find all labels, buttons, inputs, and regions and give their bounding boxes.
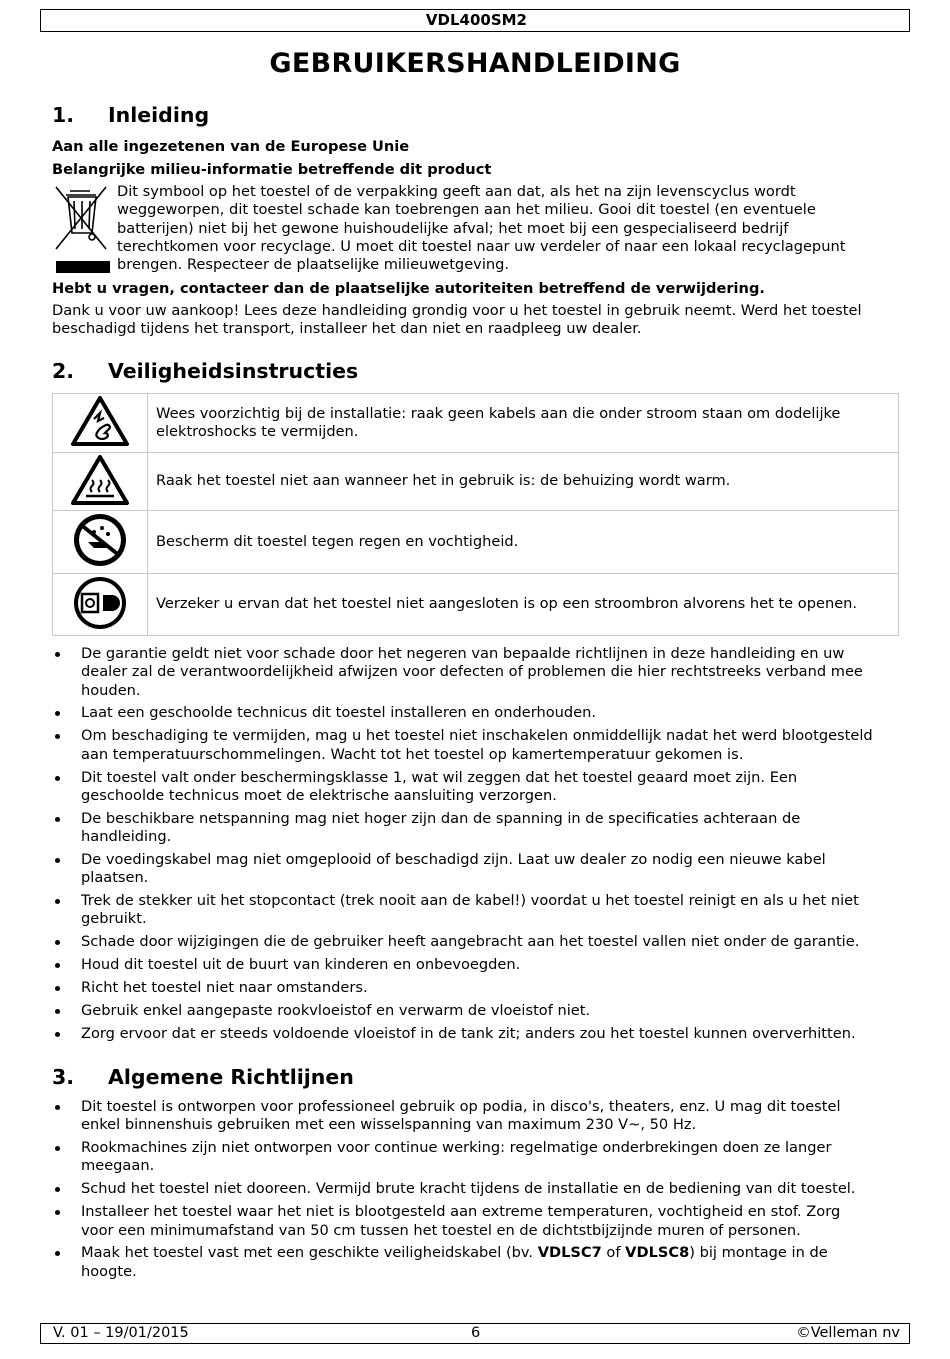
list-item: Gebruik enkel aangepaste rookvloeistof en verwarm de vloeistof niet. [52, 1002, 902, 1020]
list-item: Dit toestel valt onder beschermingsklasse 1, wat wil zeggen dat het toestel geaard moet zijn. Een geschoolde technicus moet de elektrische aansluiting verzorgen. [52, 769, 902, 806]
page-footer [40, 1323, 910, 1344]
list-item: Maak het toestel vast met een geschikte veiligheidskabel (bv. VDLSC7 of VDLSC8) bij montage in de hoogte. [52, 1244, 902, 1281]
electric-shock-warning-icon [70, 434, 130, 451]
document-title: GEBRUIKERSHANDLEIDING [269, 48, 681, 79]
hot-surface-warning-icon [70, 493, 130, 510]
list-item: Trek de stekker uit het stopcontact (trek nooit aan de kabel!) voordat u het toestel reinigt en als u het niet gebruikt. [52, 892, 902, 929]
safety-row: Bescherm dit toestel tegen regen en vochtigheid. [53, 511, 899, 574]
protect-from-rain-icon [72, 555, 128, 572]
weee-text: Dit symbool op het toestel of de verpakking geeft aan dat, als het na zijn levenscyclus wordt weggeworpen, dit toestel schade kan toebrengen aan het milieu. Gooi dit toestel (en eventuele batterijen) niet bij het gewone huishoudelijke afval; het moet bij een gespecialiseerd bedrijf terechtkomen voor recyclage. U moet dit toestel naar uw verdeler of naar een lokaal recyclagepunt brengen. Respecteer de plaatselijke milieuwetgeving. [117, 183, 846, 274]
section-2-heading: 2. Veiligheidsinstructies [52, 359, 359, 383]
thanks-paragraph: Dank u voor uw aankoop! Lees deze handleiding grondig voor u het toestel in gebruik neemt. Werd het toestel beschadigd tijdens het transport, installeer het dan niet en raadpleeg uw dealer. [52, 302, 862, 338]
list-item: De beschikbare netspanning mag niet hoger zijn dan de spanning in de specificaties achteraan de handleiding. [52, 810, 902, 847]
copyright: ©Velleman nv [796, 1325, 900, 1341]
safety-table [52, 393, 899, 636]
list-item: De garantie geldt niet voor schade door het negeren van bepaalde richtlijnen in deze handleiding en uw dealer zal de verantwoordelijkheid afwijzen voor defecten of problemen die hier rechtstreeks verband mee houden. [52, 645, 902, 700]
guidelines-bullets [52, 1098, 902, 1286]
list-item: Om beschadiging te vermijden, mag u het toestel niet inschakelen onmiddellijk nadat het werd blootgesteld aan temperatuurschommelingen. Wacht tot het toestel op kamertemperatuur gekomen is. [52, 727, 902, 764]
safety-bullets [52, 645, 902, 1048]
section-3-heading: 3. Algemene Richtlijnen [52, 1065, 354, 1089]
list-item: Richt het toestel niet naar omstanders. [52, 979, 902, 997]
list-item: Dit toestel is ontworpen voor professioneel gebruik op podia, in disco's, theaters, enz. U mag dit toestel enkel binnenshuis gebruiken met een wisselspanning van maximum 230 V~, 50 Hz. [52, 1098, 902, 1135]
list-item: Installeer het toestel waar het niet is blootgesteld aan extreme temperaturen, vochtigheid en stof. Zorg voor een minimumafstand van 50 cm tussen het toestel en de dichtstbijzijnde muren of personen. [52, 1203, 902, 1240]
disconnect-mains-icon [72, 618, 128, 635]
version-date: V. 01 – 19/01/2015 [53, 1325, 189, 1341]
list-item: Houd dit toestel uit de buurt van kinderen en onbevoegden. [52, 956, 902, 974]
safety-row: Verzeker u ervan dat het toestel niet aangesloten is op een stroombron alvorens het te openen. [53, 574, 899, 636]
questions-text: Hebt u vragen, contacteer dan de plaatselijke autoriteiten betreffend de verwijdering. [52, 280, 765, 297]
safety-row: Wees voorzichtig bij de installatie: raak geen kabels aan die onder stroom staan om dodelijke elektroshocks te vermijden. [53, 394, 899, 453]
env-heading: Belangrijke milieu-informatie betreffende dit product [52, 161, 492, 178]
list-item: Schade door wijzigingen die de gebruiker heeft aangebracht aan het toestel vallen niet onder de garantie. [52, 933, 902, 951]
list-item: Rookmachines zijn niet ontworpen voor continue werking: regelmatige onderbrekingen doen ze langer meegaan. [52, 1139, 902, 1176]
safety-row: Raak het toestel niet aan wanneer het in gebruik is: de behuizing wordt warm. [53, 453, 899, 511]
list-item: Laat een geschoolde technicus dit toestel installeren en onderhouden. [52, 704, 902, 722]
page-number: 6 [471, 1325, 481, 1341]
eu-heading: Aan alle ingezetenen van de Europese Unie [52, 138, 410, 155]
crossed-out-wheelie-bin-icon [52, 183, 110, 276]
model-code: VDL400SM2 [425, 11, 527, 29]
list-item: Schud het toestel niet dooreen. Vermijd brute kracht tijdens de installatie en de bediening van dit toestel. [52, 1180, 902, 1198]
section-1-heading: 1. Inleiding [52, 103, 210, 127]
list-item: De voedingskabel mag niet omgeplooid of beschadigd zijn. Laat uw dealer zo nodig een nieuwe kabel plaatsen. [52, 851, 902, 888]
list-item: Zorg ervoor dat er steeds voldoende vloeistof in de tank zit; anders zou het toestel kunnen oververhitten. [52, 1025, 902, 1043]
page-header [40, 9, 910, 32]
